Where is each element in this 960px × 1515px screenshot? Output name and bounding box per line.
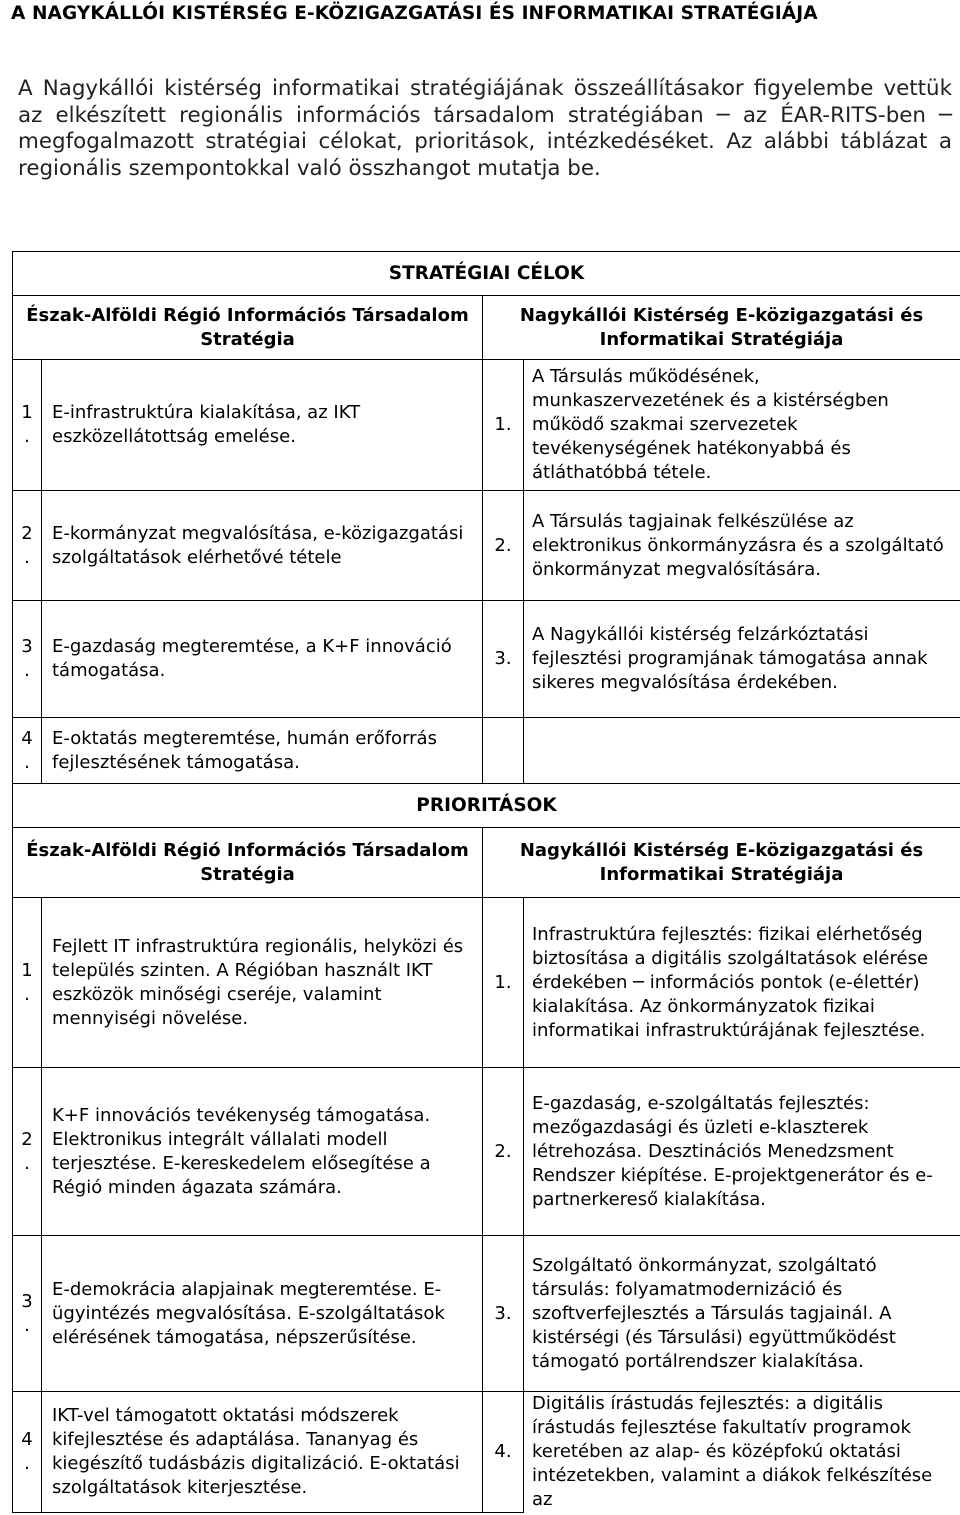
goals-row	[13, 360, 960, 491]
local-item-text: A Nagykállói kistérség felzárkóztatási fejlesztési programjának támogatása annak sikeres megvalósítása érdekében.	[524, 601, 960, 718]
priorities-row	[13, 1236, 960, 1392]
regional-item-number-part: .	[24, 660, 30, 681]
regional-item-text: IKT-vel támogatott oktatási módszerek kifejlesztése és adaptálása. Tananyag és kiegészítő tudásbázis digitalizáció. E-oktatási szolgáltatások kiterjesztése.	[42, 1392, 483, 1513]
regional-item-number	[13, 1392, 42, 1513]
local-item-number	[483, 718, 524, 784]
regional-item-number-part: 4	[21, 727, 33, 749]
goals-row	[13, 491, 960, 601]
local-item-text: Digitális írástudás fejlesztés: a digitális írástudás fejlesztése fakultatív programok keretében az alap- és középfokú oktatási intézetekben, valamint a diákok felkészítése az	[524, 1392, 960, 1513]
regional-item-number-part: .	[24, 1152, 30, 1174]
priorities-right-header: Nagykállói Kistérség E-közigazgatási és Informatikai Stratégiája	[483, 828, 960, 898]
regional-item-number	[13, 491, 42, 601]
local-item-text: E-gazdaság, e-szolgáltatás fejlesztés: mezőgazdasági és üzleti e-klaszterek létrehozása. Desztinációs Menedzsment Rendszer kiépítése. E-projektgenerátor és e-partnerkereső kialakítása.	[524, 1068, 960, 1236]
regional-item-number-part: 2	[21, 522, 33, 544]
local-item-text: Szolgáltató önkormányzat, szolgáltató társulás: folyamatmodernizáció és szoftverfejlesztés a Társulás tagjainál. A kistérségi (és Társulási) együttműködést támogató portálrendszer kialakítása.	[524, 1236, 960, 1392]
goals-column-headers	[13, 296, 960, 360]
regional-item-number-part: .	[24, 983, 30, 1005]
document-title: A NAGYKÁLLÓI KISTÉRSÉG E-KÖZIGAZGATÁSI ÉS INFORMATIKAI STRATÉGIÁJA	[11, 3, 818, 24]
regional-item-number	[13, 898, 42, 1068]
regional-item-number-part: 3	[21, 1290, 33, 1312]
priorities-column-headers	[13, 828, 960, 898]
local-item-number: 2.	[483, 1068, 524, 1236]
priorities-row	[13, 1392, 960, 1513]
priorities-row	[13, 898, 960, 1068]
priorities-heading-row	[13, 784, 960, 828]
regional-item-text: E-kormányzat megvalósítása, e-közigazgatási szolgáltatások elérhetővé tétele	[42, 491, 483, 601]
regional-item-number	[13, 601, 42, 718]
local-item-text: A Társulás tagjainak felkészülése az elektronikus önkormányzásra és a szolgáltató önkormányzat megvalósítására.	[524, 491, 960, 601]
goals-right-header: Nagykállói Kistérség E-közigazgatási és Informatikai Stratégiája	[483, 296, 960, 360]
local-item-number: 1.	[483, 898, 524, 1068]
local-item-text	[524, 718, 960, 784]
regional-item-number	[13, 1068, 42, 1236]
regional-item-number-part: .	[24, 1452, 30, 1474]
regional-item-number-part: 1	[21, 402, 33, 423]
local-item-number: 3.	[483, 1236, 524, 1392]
regional-item-text: E-oktatás megteremtése, humán erőforrás fejlesztésének támogatása.	[42, 718, 483, 784]
regional-item-number-part: .	[24, 546, 30, 568]
priorities-row	[13, 1068, 960, 1236]
regional-item-number-part: .	[24, 426, 30, 447]
intro-paragraph: A Nagykállói kistérség informatikai stratégiájának összeállításakor figyelembe vettük az elkészített regionális információs társadalom stratégiában ─ az ÉAR-RITS-ben ─ megfogalmazott stratégiai célokat, prioritások, intézkedéséket. Az alábbi táblázat a regionális szempontokkal való összhangot mutatja be.	[18, 76, 952, 181]
local-item-number: 2.	[483, 491, 524, 601]
priorities-left-header: Észak-Alföldi Régió Információs Társadalom Stratégia	[13, 828, 483, 898]
regional-item-number	[13, 1236, 42, 1392]
local-item-number: 1.	[483, 360, 524, 491]
regional-item-number	[13, 360, 42, 491]
local-item-number: 4.	[483, 1392, 524, 1513]
regional-item-text: Fejlett IT infrastruktúra regionális, helyközi és település szinten. A Régióban használt IKT eszközök minőségi cseréje, valamint mennyiségi növelése.	[42, 898, 483, 1068]
regional-item-text: E-infrastruktúra kialakítása, az IKT eszközellátottság emelése.	[42, 360, 483, 491]
regional-item-number-part: 2	[21, 1128, 33, 1150]
goals-row	[13, 718, 960, 784]
local-item-number: 3.	[483, 601, 524, 718]
regional-item-number-part: 3	[21, 636, 33, 657]
regional-item-number-part: .	[24, 751, 30, 773]
regional-item-text: E-demokrácia alapjainak megteremtése. E-ügyintézés megvalósítása. E-szolgáltatások elérésének támogatása, népszerűsítése.	[42, 1236, 483, 1392]
page-header	[0, 0, 960, 40]
local-item-text: A Társulás működésének, munkaszervezetének és a kistérségben működő szakmai szervezetek tevékenységének hatékonyabbá és átláthatóbbá tétele.	[524, 360, 960, 491]
local-item-text: Infrastruktúra fejlesztés: fizikai elérhetőség biztosítása a digitális szolgáltatások elérése érdekében ─ információs pontok (e-élettér) kialakítása. Az önkormányzatok fizikai informatikai infrastruktúrájának fejlesztése.	[524, 898, 960, 1068]
goals-row	[13, 601, 960, 718]
regional-item-number-part: .	[24, 1314, 30, 1336]
regional-item-text: K+F innovációs tevékenység támogatása. Elektronikus integrált vállalati modell terjesztése. E-kereskedelem elősegítése a Régió minden ágazata számára.	[42, 1068, 483, 1236]
priorities-heading: PRIORITÁSOK	[13, 784, 960, 828]
regional-item-number-part: 1	[21, 959, 33, 981]
regional-item-number	[13, 718, 42, 784]
goals-heading-row	[13, 252, 960, 296]
regional-item-number-part: 4	[21, 1428, 33, 1450]
goals-heading: STRATÉGIAI CÉLOK	[13, 252, 960, 296]
alignment-table	[12, 251, 960, 1513]
goals-left-header: Észak-Alföldi Régió Információs Társadalom Stratégia	[13, 296, 483, 360]
regional-item-text: E-gazdaság megteremtése, a K+F innováció támogatása.	[42, 601, 483, 718]
